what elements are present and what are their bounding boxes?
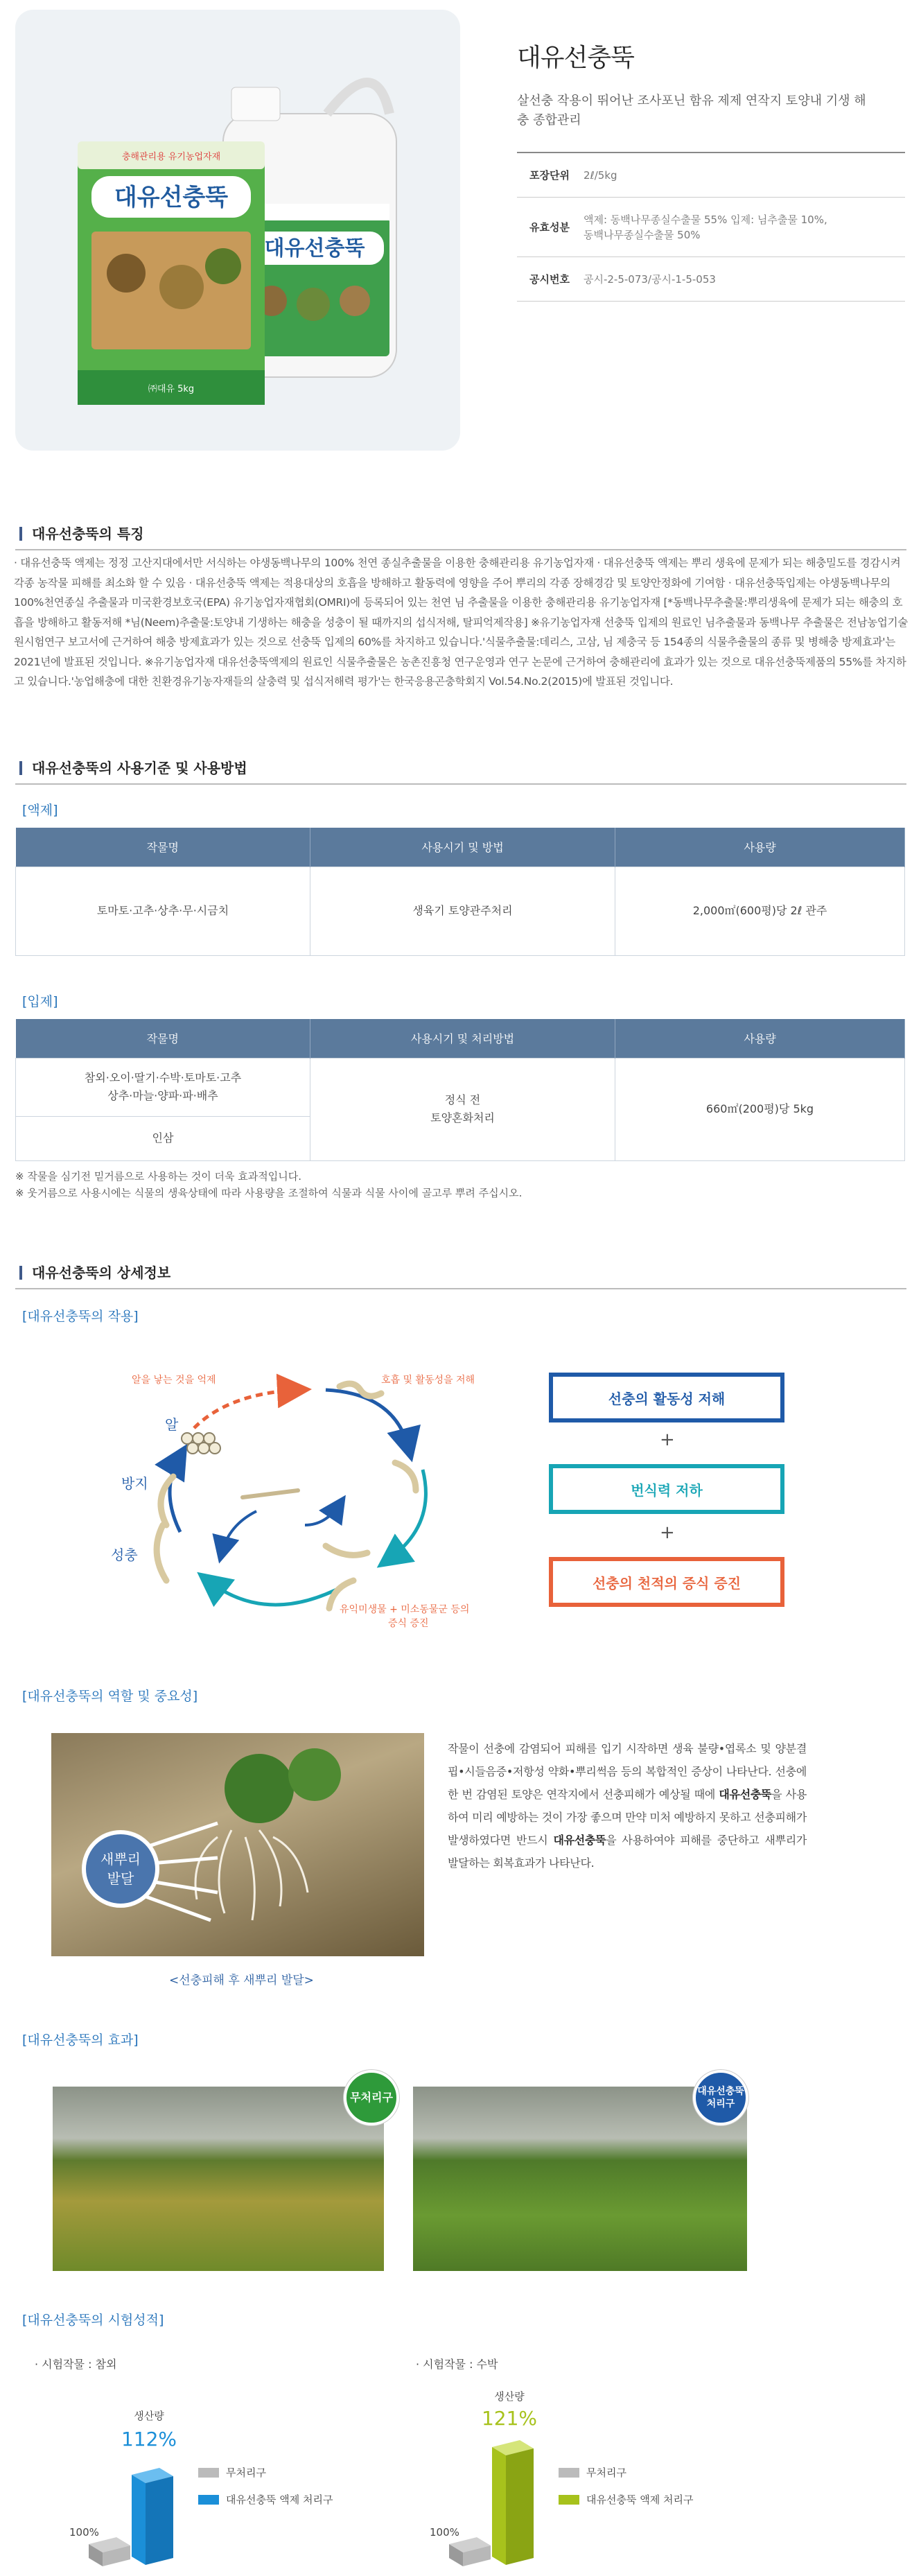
product-image-panel <box>15 10 460 451</box>
root-development-photo <box>51 1733 424 1956</box>
badge-text: 처리구 <box>706 2098 735 2109</box>
results-label: [대유선충뚝의 시험성적] <box>22 2313 164 2328</box>
chart-crop-label: · 시험작물 : 수박 <box>416 2358 498 2371</box>
base-value-label: 100% <box>69 2526 99 2539</box>
table-cell: 인삼 <box>16 1116 310 1160</box>
spec-value: 2ℓ/5kg <box>584 168 617 182</box>
legend-swatch <box>559 2468 579 2478</box>
badge-text: 새뿌리 <box>100 1851 141 1868</box>
svg-text:㈜대유 5kg: ㈜대유 5kg <box>148 384 195 394</box>
usage-note: ※ 웃거름으로 사용시에는 식물의 생육상태에 따라 사용량을 조절하여 식물과 식물 사이에 골고루 뿌려 주십시오. <box>15 1187 523 1199</box>
features-paragraph: · 대유선충뚝 액제는 정정 고산지대에서만 서식하는 야생동백나무의 100% 천연 종실추출물을 이용한 충해관리용 유기농업자재 · 대유선충뚝 액제는 뿌리 생육에 문제가 되는 해충밀도를 경감시켜 각종 농작물 피해를 최소화 할 수 있음 · 대유선충뚝 액제는 적용대상의 호흡을 방해하고 활동력에 영향을 주어 뿌리의 각종 장해경감 및 토양안정화에 기여함 · 대유선충뚝입제는 야생동백나무의 100%천연종실 추출물과 미국환경보호국(EPA) 유기농업자재협회(OMRI)에 등록되어 있는 천연 님 추출물을 이용한 충해관리용 유기농업자재 [*동백나무추출물:뿌리생육에 문제가 되는 해충의 호흡을 방해하고 활동저해 *님(Neem)추출물:토양내 기생하는 해충을 성충이 될 때까지의 섭식저해, 탈피억제작용] ※유기농업자재 선충뚝 입제의 원료인 님추출물과 동백나무 추출물은 전남농업기술원시험연구 보고서에 근거하여 해충 방제효과가 있는 것으로 선충뚝 입제의 60%를 차지하고 있습니다.'식물추출물:데리스, 고삼, 님 제충국 등 154종의 식물추출물의 종류 및 병해충 방제효과'는 2021년에 발표된 것입니다. ※유기농업자재 대유선충뚝액제의 원료인 식물추출물은 농촌진흥청 연구운영과 연구 논문에 근거하여 충해관리에 효과가 있는 것으로 대유선충뚝제품의 55%를 차지하고 있습니다.'농업해충에 대한 친환경유기농자재들의 살충력 및 섭식저해력 평가'는 한국응용곤충학회지 Vol.54.No.2(2015)에 발표된 것입니다. <box>14 557 908 688</box>
spec-key: 공시번호 <box>529 273 570 286</box>
product-description: 살선충 작용이 뛰어난 조사포닌 함유 제제 연작지 토양내 기생 해충 종합관리 <box>517 94 866 128</box>
prevention-label: 방지 <box>121 1475 148 1492</box>
column-header: 사용시기 및 방법 <box>310 828 615 867</box>
legend-item <box>559 2465 693 2480</box>
action-label: [대유선충뚝의 작용] <box>22 1309 139 1324</box>
column-header: 작물명 <box>16 828 310 867</box>
plus-sign: + <box>660 1522 675 1543</box>
spec-key: 유효성분 <box>529 221 570 234</box>
egg-label: 알 <box>165 1416 179 1433</box>
legend-swatch <box>198 2468 219 2478</box>
ylabel: 생산량 <box>134 2410 164 2422</box>
spec-row <box>517 257 905 302</box>
divider <box>15 549 906 550</box>
method-line: 정식 전 <box>444 1093 481 1106</box>
adult-label: 성충 <box>111 1547 138 1563</box>
treated-badge <box>693 2070 748 2125</box>
crop-line: 상추·마늘·양파·파·배추 <box>107 1089 218 1102</box>
untreated-field-photo <box>53 2087 384 2271</box>
table-header-row <box>16 828 905 867</box>
role-text-bold: 대유선충뚝 <box>719 1788 772 1801</box>
treated-value-label: 121% <box>481 2407 538 2430</box>
liquid-label: [액제] <box>22 803 58 818</box>
table-cell <box>16 1058 310 1116</box>
badge-text: 대유선충뚝 <box>697 2086 744 2097</box>
microbe-label-2: 증식 증진 <box>388 1618 429 1629</box>
base-value-label: 100% <box>430 2526 459 2539</box>
product-package-image <box>15 10 460 451</box>
chart-legend <box>198 2465 333 2507</box>
spec-table <box>517 152 905 302</box>
effect-box-predator: 선충의 천적의 증식 증진 <box>549 1557 784 1607</box>
table-row <box>16 867 905 955</box>
table-cell: 생육기 토양관주처리 <box>310 867 615 955</box>
legend-text: 무처리구 <box>226 2466 266 2479</box>
column-header: 작물명 <box>16 1019 310 1058</box>
effect-box-reproduction: 번식력 저하 <box>549 1464 784 1514</box>
table-header-row <box>16 1019 905 1058</box>
spec-key: 포장단위 <box>529 169 570 182</box>
badge-text: 발달 <box>107 1870 134 1887</box>
role-text-bold: 대유선충뚝 <box>553 1834 606 1847</box>
bottle-brand-text: 대유선충뚝 <box>264 236 365 261</box>
column-header: 사용시기 및 처리방법 <box>310 1019 615 1058</box>
activity-inhibit-label: 호흡 및 활동성을 저해 <box>381 1375 475 1386</box>
divider <box>15 783 906 785</box>
new-root-badge <box>82 1830 159 1908</box>
legend-text: 대유선충뚝 액제 처리구 <box>586 2494 694 2506</box>
table-cell <box>310 1058 615 1160</box>
table-cell: 토마토·고추·상추·무·시금치 <box>16 867 310 955</box>
granule-usage-table <box>15 1019 905 1161</box>
table-cell: 2,000㎡(600평)당 2ℓ 관주 <box>615 867 905 955</box>
legend-item <box>198 2492 333 2507</box>
granule-label: [입제] <box>22 994 58 1009</box>
legend-swatch <box>559 2495 579 2505</box>
role-text-part: 을 사용하여야 피해를 중단하고 새뿌리가 발달하는 회복효과가 나타난다. <box>448 1834 807 1870</box>
effect-box-activity: 선충의 활동성 저해 <box>549 1373 784 1422</box>
chart-legend <box>559 2465 693 2507</box>
features-heading: 대유선충뚝의 특징 <box>19 527 144 541</box>
nematode-lifecycle-diagram <box>90 1352 520 1643</box>
divider <box>15 1288 906 1289</box>
spec-value: 액제: 동백나무종실수출물 55% 입제: 님추출물 10%, 동백나무종실수출물 50% <box>584 213 827 241</box>
treated-value-label: 112% <box>121 2428 177 2451</box>
product-title: 대유선충뚝 <box>517 44 634 72</box>
role-description <box>448 1737 807 1874</box>
spec-value: 공시-2-5-073/공시-1-5-053 <box>584 272 716 286</box>
role-text-part: 을 사용하여 미리 예방하는 것이 가장 좋으며 만약 미처 예방하지 못하고 선충피해가 발생하였다면 반드시 <box>448 1788 807 1847</box>
spec-row <box>517 153 905 198</box>
egg-inhibit-label: 알을 낳는 것을 억제 <box>132 1375 216 1386</box>
svg-text:대유선충뚝: 대유선충뚝 <box>114 184 229 211</box>
usage-heading: 대유선충뚝의 사용기준 및 사용방법 <box>19 761 247 775</box>
usage-note: ※ 작물을 심기전 밑거름으로 사용하는 것이 더욱 효과적입니다. <box>15 1170 301 1183</box>
svg-text:충해관리용 유기농업자재: 충해관리용 유기농업자재 <box>121 152 221 162</box>
effect-label: [대유선충뚝의 효과] <box>22 2033 139 2048</box>
microbe-label: 유익미생물 + 미소동물군 등의 <box>340 1604 470 1615</box>
legend-item <box>559 2492 693 2507</box>
spec-row <box>517 198 905 257</box>
ylabel: 생산량 <box>494 2390 525 2403</box>
details-heading: 대유선충뚝의 상세정보 <box>19 1266 170 1280</box>
treated-field-photo <box>413 2087 747 2271</box>
legend-text: 대유선충뚝 액제 처리구 <box>226 2494 333 2506</box>
untreated-badge: 무처리구 <box>344 2070 399 2125</box>
role-text-part: 작물이 선충에 감염되어 피해를 입기 시작하면 생육 불량•엽록소 및 양분결핍•시들음증•저항성 약화•뿌리썩음 등의 복합적인 증상이 나타난다. 선충에 한 번 감염된 토양은 연작지에서 선충피해가 예상될 때에 <box>448 1742 807 1801</box>
photo-caption: <선충피해 후 새뿌리 발달> <box>169 1974 314 1987</box>
plus-sign: + <box>660 1429 675 1450</box>
column-header: 사용량 <box>615 1019 905 1058</box>
column-header: 사용량 <box>615 828 905 867</box>
chart-crop-label: · 시험작물 : 참외 <box>35 2358 117 2371</box>
legend-swatch <box>198 2495 219 2505</box>
legend-text: 무처리구 <box>586 2466 626 2479</box>
table-cell: 660㎡(200평)당 5kg <box>615 1058 905 1160</box>
role-label: [대유선충뚝의 역할 및 중요성] <box>22 1689 198 1704</box>
legend-item <box>198 2465 333 2480</box>
table-row <box>16 1058 905 1116</box>
method-line: 토양혼화처리 <box>430 1111 495 1124</box>
crop-line: 참외·오이·딸기·수박·토마토·고추 <box>84 1071 242 1084</box>
liquid-usage-table <box>15 828 905 956</box>
